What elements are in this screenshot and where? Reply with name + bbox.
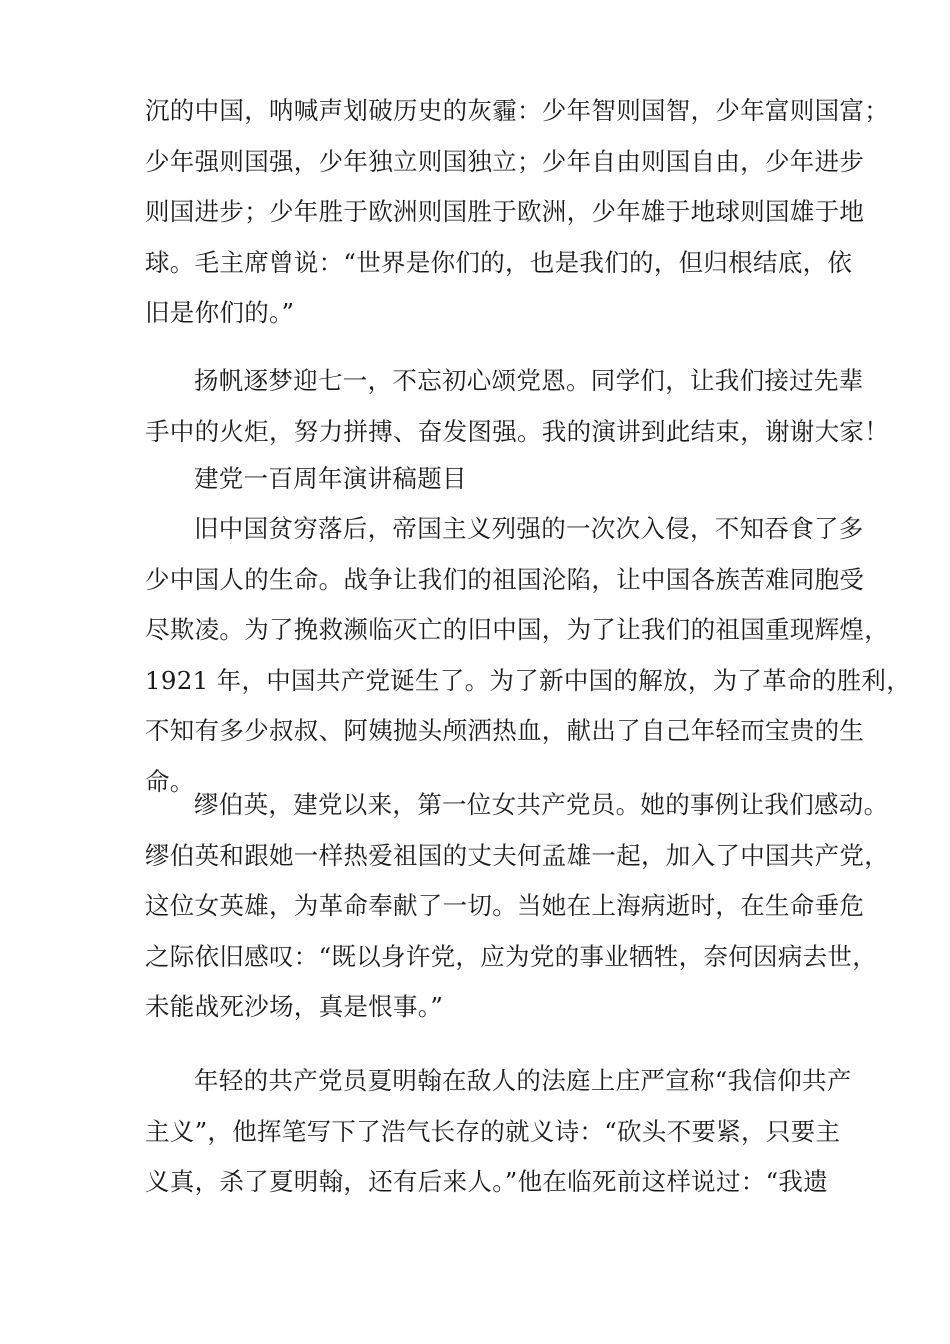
text-line: 手中的火炬，努力拼搏、奋发图强。我的演讲到此结束，谢谢大家！ [145,416,889,446]
text-line: 尽欺凌。为了挽救濒临灭亡的旧中国，为了让我们的祖国重现辉煌， [145,615,889,644]
text-line: 年轻的共产党员夏明翰在敌人的法庭上庄严宣称“我信仰共产 [194,1066,852,1095]
text-line: 则国进步；少年胜于欧洲则国胜于欧洲，少年雄于地球则国雄于地 [145,197,865,226]
text-line: 建党一百周年演讲稿题目 [194,464,467,493]
text-line: 旧是你们的。” [145,298,295,327]
text-line: 沉的中国，呐喊声划破历史的灰霾：少年智则国智，少年富则国富； [145,96,889,125]
text-line: 不知有多少叔叔、阿姨抛头颅洒热血，献出了自己年轻而宝贵的生 [145,716,865,745]
text-line: 缪伯英，建党以来，第一位女共产党员。她的事例让我们感动。 [194,790,889,819]
text-line: 这位女英雄，为革命奉献了一切。当她在上海病逝时，在生命垂危 [145,891,865,920]
text-line: 缪伯英和跟她一样热爱祖国的丈夫何孟雄一起，加入了中国共产党， [145,840,889,870]
text-line: 少中国人的生命。战争让我们的祖国沦陷，让中国各族苦难同胞受 [145,564,865,594]
text-line: 主义”，他挥笔写下了浩气长存的就义诗：“砍头不要紧，只要主 [145,1116,841,1146]
text-line: 旧中国贫穷落后，帝国主义列强的一次次入侵，不知吞食了多 [194,514,864,543]
text-line: 义真，杀了夏明翰，还有后来人。”他在临死前这样说过：“我遗 [145,1167,828,1196]
text-line: 球。毛主席曾说：“世界是你们的，也是我们的，但归根结底，依 [145,247,853,277]
text-line: 扬帆逐梦迎七一，不忘初心颂党恩。同学们，让我们接过先辈 [194,366,864,395]
text-line: 1921 年，中国共产党诞生了。为了新中国的解放，为了革命的胜利， [145,665,912,695]
text-line: 命。 [145,766,195,796]
text-line: 未能战死沙场，真是恨事。” [145,992,444,1021]
text-line: 之际依旧感叹：“既以身许党，应为党的事业牺牲，奈何因病去世， [145,941,878,971]
text-line: 少年强则国强，少年独立则国独立；少年自由则国自由，少年进步 [145,146,865,176]
